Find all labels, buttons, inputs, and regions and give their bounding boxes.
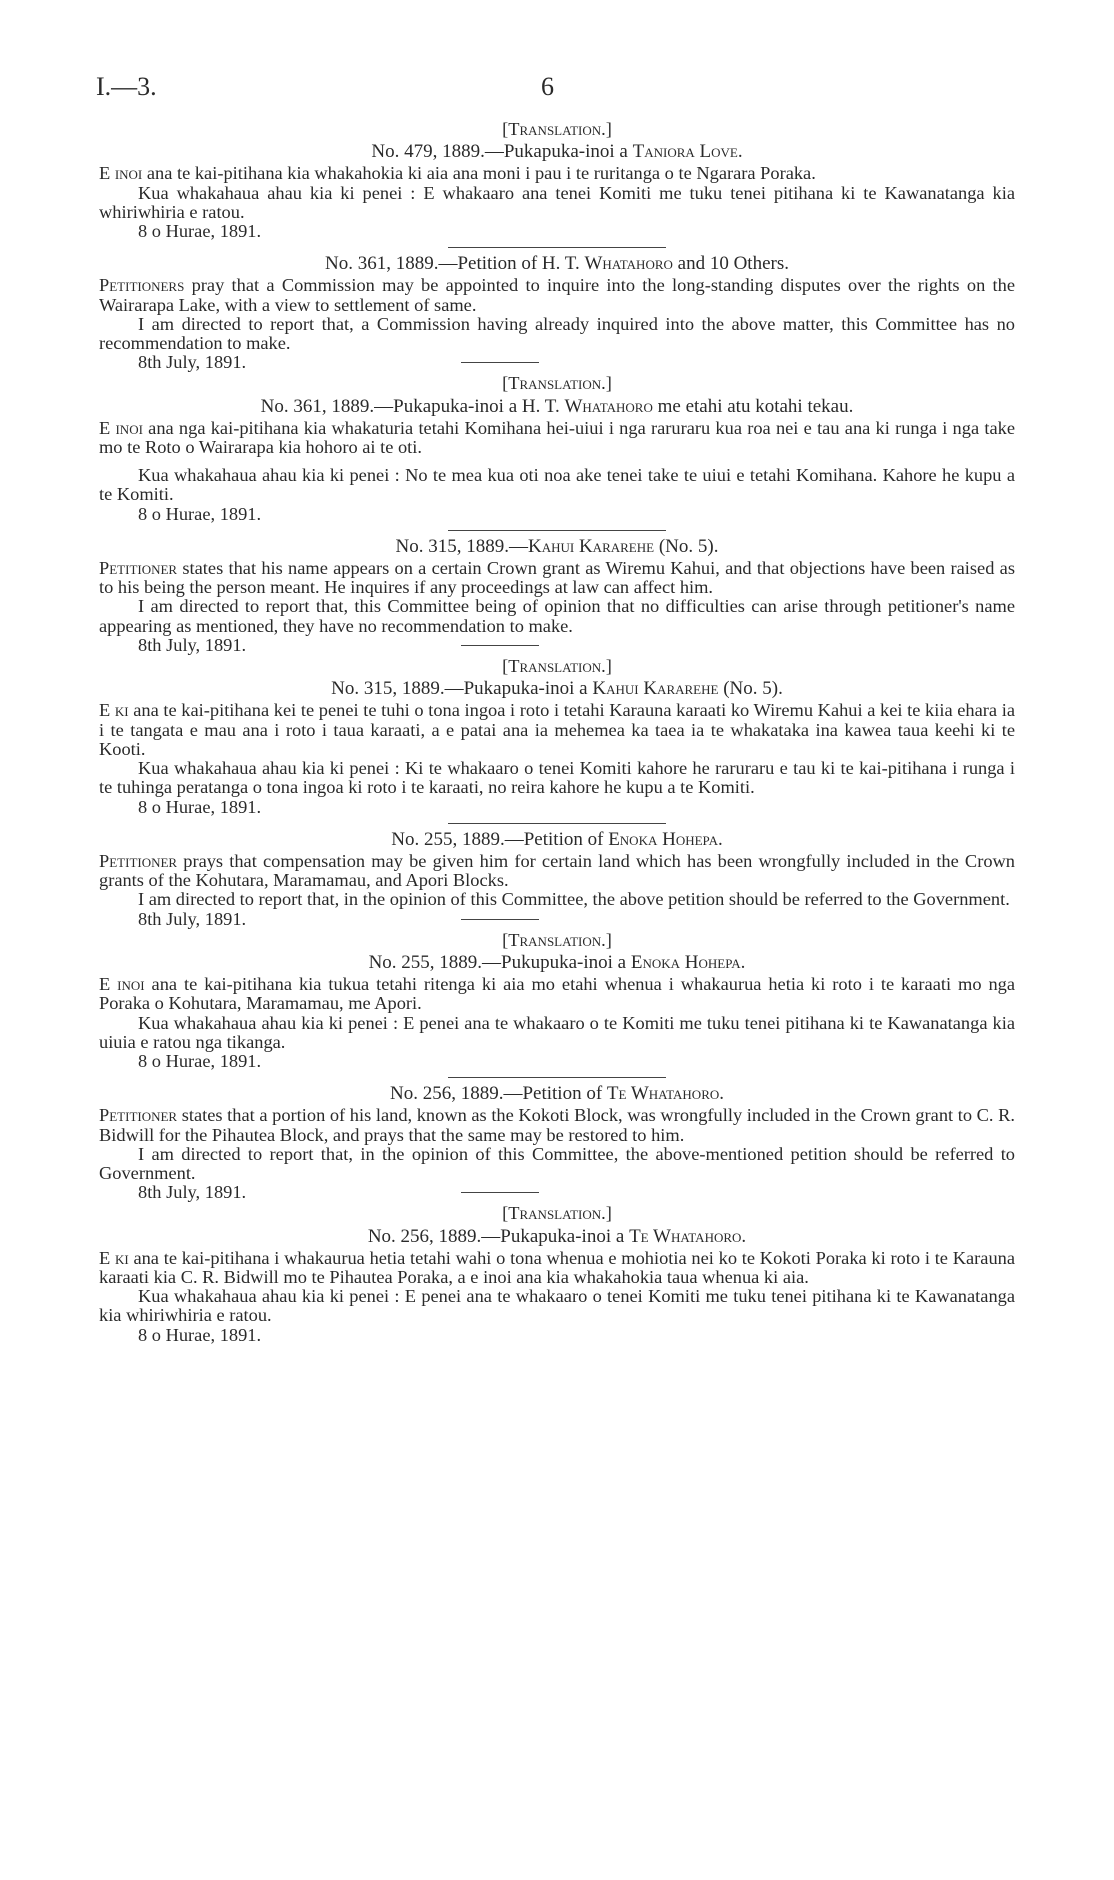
petition-section bbox=[99, 657, 1015, 824]
petition-summary: E ki ana te kai-pitihana kei te penei te tuhi o tona ingoa i roto i tetahi Karauna karaati ko Wiremu Kahui a kei te kiia ehara ia i te tangata e mau ana i roto i taua karaati, a e patai ana ia mehemea ka taea ia te whakataka ina kawea taua keehi ki te Kooti. bbox=[99, 700, 1015, 759]
short-divider bbox=[461, 645, 539, 646]
committee-report: I am directed to report that, in the opinion of this Committee, the above-mentioned petition should be referred to Government. bbox=[99, 1143, 1015, 1183]
committee-report: I am directed to report that, a Commission having already inquired into the above matter, this Committee has no recommendation to make. bbox=[99, 313, 1015, 354]
committee-report: Kua whakahaua ahau kia ki penei : E penei ana te whakaaro o te Komiti me tuku tenei pitihana ki te Kawanatanga kia uiuia e ratou nga tikanga. bbox=[99, 1012, 1015, 1052]
section-heading: No. 315, 1889.—Kahui Kararehe (No. 5). bbox=[395, 535, 719, 557]
section-heading: No. 479, 1889.—Pukapuka-inoi a Taniora Love. bbox=[371, 141, 743, 163]
petition-summary: E inoi ana nga kai-pitihana kia whakaturia tetahi Komihana hei-uiui i nga raruraru kua roa nei e tau ana ki runga i nga take mo te Roto o Wairarapa kia hohoro ai te oti. bbox=[99, 417, 1015, 458]
section-heading: No. 255, 1889.—Petition of Enoka Hohepa. bbox=[391, 828, 723, 850]
petition-section bbox=[99, 1204, 1015, 1344]
committee-report: Kua whakahaua ahau kia ki penei : E whakaaro ana tenei Komiti me tuku tenei pitihana ki te Kawanatanga kia whiriwhiria e ratou. bbox=[99, 182, 1015, 222]
report-date: 8 o Hurae, 1891. bbox=[138, 221, 262, 242]
section-divider bbox=[448, 530, 666, 531]
petitioner-name: Kahui Kararehe bbox=[528, 535, 655, 557]
report-date: 8th July, 1891. bbox=[138, 634, 247, 655]
committee-report: Kua whakahaua ahau kia ki penei : Ki te whakaaro o tenei Komiti kahore he raruraru e tau ki te kai-pitihana i runga i te tuhinga peratanga o tona ingoa ki roto i te karaati, no reira kahore he kupu a te Komiti. bbox=[99, 758, 1015, 798]
date-row bbox=[99, 353, 1015, 372]
section-heading: No. 361, 1889.—Petition of H. T. Whatahoro and 10 Others. bbox=[325, 253, 789, 275]
short-divider bbox=[461, 362, 539, 363]
short-divider bbox=[461, 919, 539, 920]
petitioner-name: Whatahoro bbox=[584, 253, 673, 275]
translation-label: [Translation.] bbox=[502, 929, 612, 950]
petition-section bbox=[99, 830, 1015, 929]
committee-report: I am directed to report that, this Committee being of opinion that no difficulties can arise through petitioner's name appearing as mentioned, they have no recommendation to make. bbox=[99, 596, 1015, 636]
petition-section bbox=[99, 374, 1015, 530]
committee-report: Kua whakahaua ahau kia ki penei : No te mea kua oti noa ake tenei take te uiui e tetahi Komihana. Kahore he kupu a te Komiti. bbox=[99, 465, 1015, 505]
section-heading: No. 256, 1889.—Petition of Te Whatahoro. bbox=[389, 1083, 725, 1105]
page-body bbox=[99, 118, 1015, 1345]
section-divider bbox=[448, 1077, 666, 1078]
section-heading: No. 255, 1889.—Pukupuka-inoi a Enoka Hohepa. bbox=[368, 951, 746, 973]
date-row bbox=[99, 910, 1015, 929]
document-code: I.—3. bbox=[96, 72, 157, 101]
committee-report: Kua whakahaua ahau kia ki penei : E penei ana te whakaaro o tenei Komiti me tuku tenei pitihana ki te Kawanatanga kia whiriwhiria e ratou. bbox=[99, 1286, 1015, 1326]
petition-summary: Petitioners pray that a Commission may be appointed to inquire into the long-standing disputes over the rights on the Wairarapa Lake, with a view to settlement of same. bbox=[99, 275, 1015, 315]
petition-section bbox=[99, 537, 1015, 655]
report-date: 8th July, 1891. bbox=[138, 908, 247, 929]
section-divider bbox=[448, 823, 666, 824]
petition-summary: E inoi ana te kai-pitihana kia whakahokia ki aia ana moni i pau i te ruritanga o te Ngarara Poraka. bbox=[99, 163, 816, 184]
report-date: 8 o Hurae, 1891. bbox=[138, 503, 262, 524]
page-number: 6 bbox=[541, 72, 554, 101]
section-heading: No. 256, 1889.—Pukapuka-inoi a Te Whatahoro. bbox=[367, 1225, 747, 1247]
committee-report: I am directed to report that, in the opinion of this Committee, the above petition should be referred to the Government. bbox=[138, 889, 1010, 910]
petitioner-name: Enoka Hohepa. bbox=[608, 828, 723, 850]
report-date: 8th July, 1891. bbox=[138, 1182, 247, 1203]
section-divider bbox=[448, 247, 666, 248]
petition-section bbox=[99, 120, 1015, 248]
petitioner-name: Kahui Kararehe bbox=[592, 678, 719, 700]
petitioner-name: Taniora Love. bbox=[632, 141, 743, 163]
petition-section bbox=[99, 254, 1015, 372]
translation-label: [Translation.] bbox=[502, 373, 612, 394]
petition-summary: Petitioner states that his name appears on a certain Crown grant as Wiremu Kahui, and that objections have been raised as to his being the person meant. He inquires if any proceedings at law can affect him. bbox=[99, 558, 1015, 598]
petition-summary: Petitioner states that a portion of his land, known as the Kokoti Block, was wrongfully included in the Crown grant to C. R. Bidwill for the Pihautea Block, and prays that the same may be restored to him. bbox=[99, 1105, 1015, 1145]
petitioner-name: Te Whatahoro. bbox=[629, 1225, 747, 1247]
report-date: 8 o Hurae, 1891. bbox=[138, 1324, 262, 1345]
section-heading: No. 361, 1889.—Pukapuka-inoi a H. T. Whatahoro me etahi atu kotahi tekau. bbox=[260, 395, 854, 417]
running-head bbox=[96, 72, 1016, 102]
petition-summary: Petitioner prays that compensation may be given him for certain land which has been wrongfully included in the Crown grants of the Kohutara, Maramamau, and Apori Blocks. bbox=[99, 850, 1015, 891]
date-row bbox=[99, 1183, 1015, 1202]
translation-label: [Translation.] bbox=[502, 656, 612, 677]
petition-section bbox=[99, 931, 1015, 1078]
petition-summary: E ki ana te kai-pitihana i whakaurua hetia tetahi wahi o tona whenua e mohiotia nei ko te Kokoti Poraka ki roto i te Karauna karaati kia C. R. Bidwill mo te Pihautea Poraka, a e inoi ana kia whakahokia taua whenua ki aia. bbox=[99, 1247, 1015, 1287]
petition-summary: E inoi ana te kai-pitihana kia tukua tetahi ritenga ki aia mo etahi whenua i whakaurua hetia ki roto i te karaati mo nga Poraka o Kohutara, Maramamau, me Apori. bbox=[99, 974, 1015, 1014]
translation-label: [Translation.] bbox=[502, 1203, 612, 1224]
short-divider bbox=[461, 1192, 539, 1193]
petitioner-name: Enoka Hohepa. bbox=[630, 951, 746, 973]
report-date: 8th July, 1891. bbox=[138, 352, 247, 373]
date-row bbox=[99, 636, 1015, 655]
section-heading: No. 315, 1889.—Pukapuka-inoi a Kahui Kararehe (No. 5). bbox=[331, 678, 783, 700]
petitioner-name: Te Whatahoro. bbox=[606, 1083, 725, 1105]
report-date: 8 o Hurae, 1891. bbox=[138, 1050, 262, 1071]
petition-section bbox=[99, 1084, 1015, 1202]
translation-label: [Translation.] bbox=[502, 119, 612, 139]
petitioner-name: Whatahoro bbox=[564, 395, 653, 417]
report-date: 8 o Hurae, 1891. bbox=[138, 796, 262, 817]
